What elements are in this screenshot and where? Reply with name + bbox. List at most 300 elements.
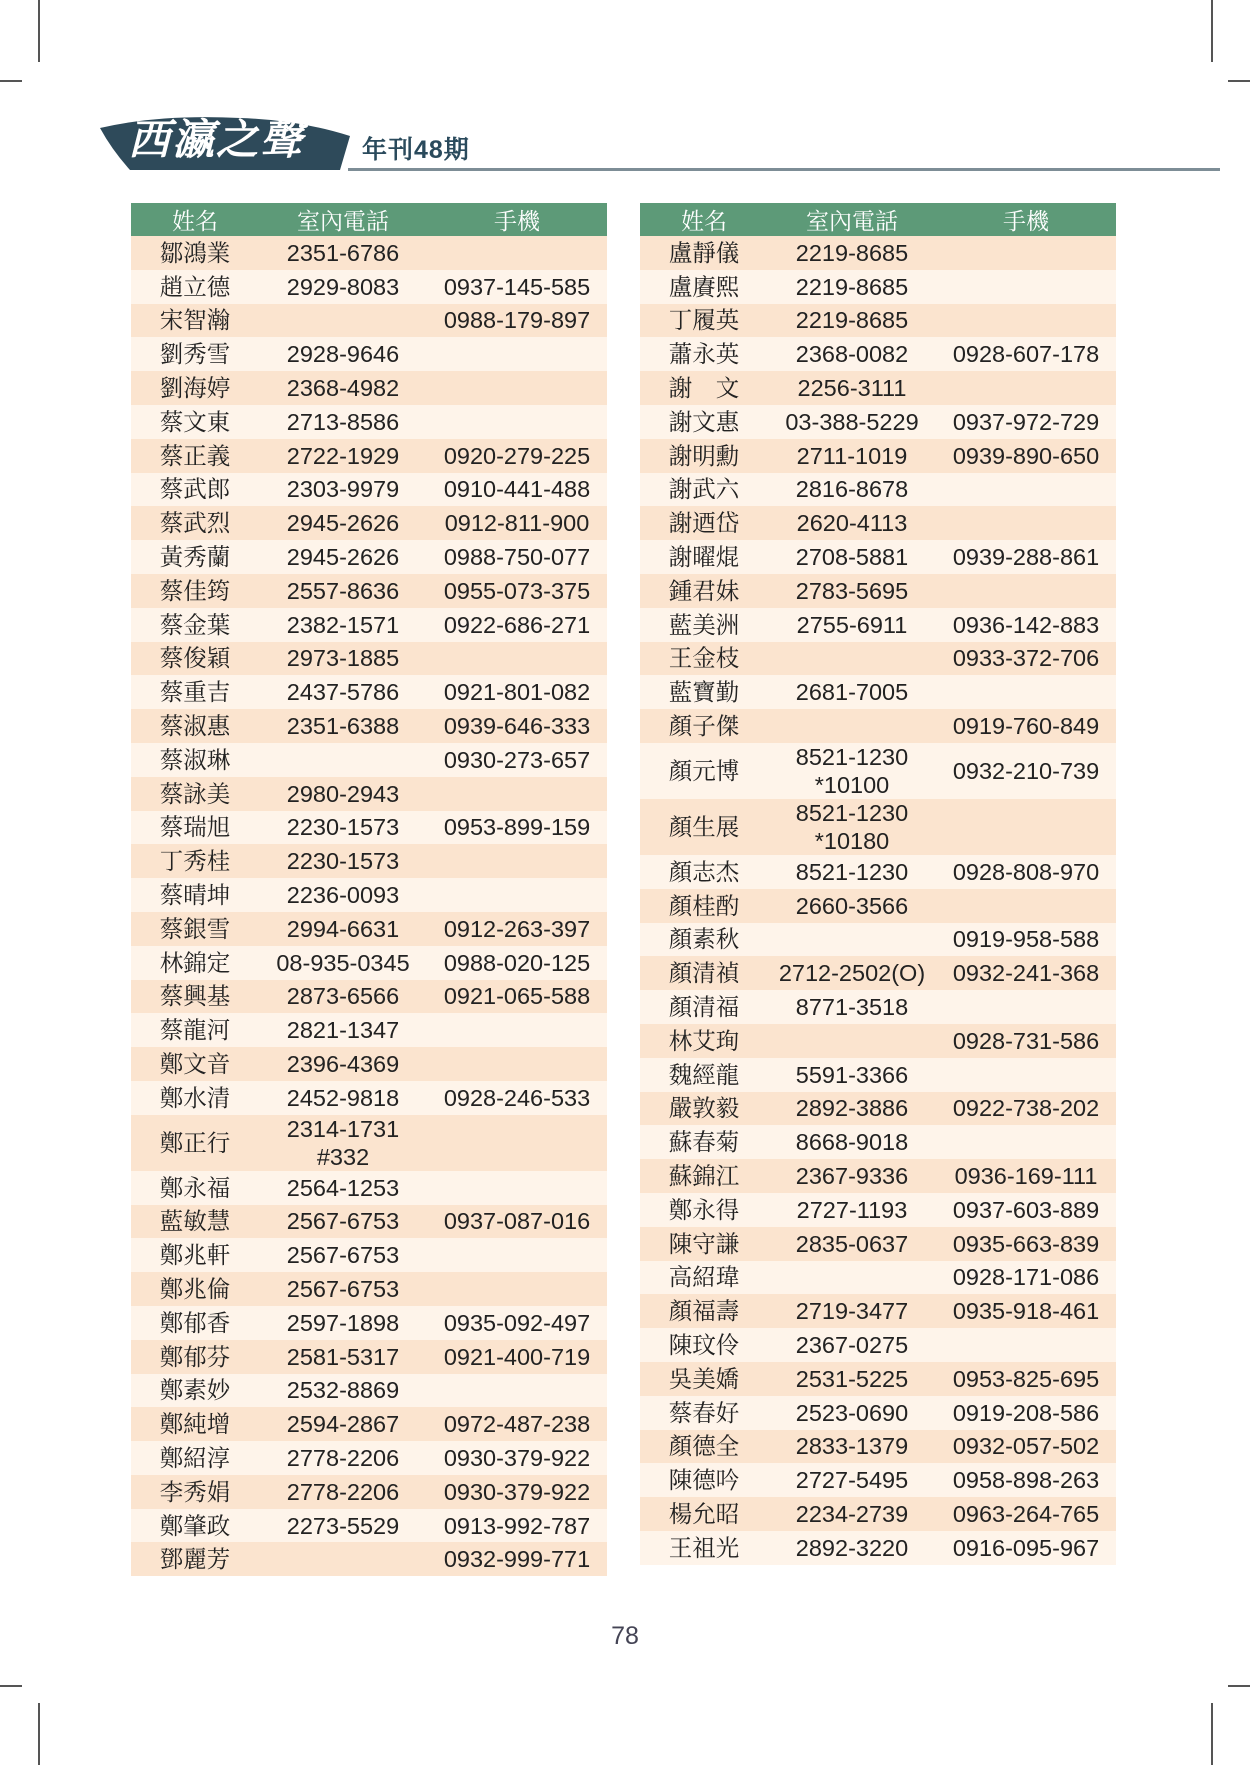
table-row	[131, 844, 607, 878]
contact-tel	[259, 1542, 427, 1576]
contact-tel: 2833-1379	[768, 1430, 936, 1464]
contact-name: 蕭永英	[640, 337, 768, 371]
table-row	[131, 1407, 607, 1441]
contact-tel: 2236-0093	[259, 878, 427, 912]
contact-name: 顏桂酌	[640, 889, 768, 923]
contact-mobile	[936, 1125, 1116, 1159]
contact-tel: 2594-2867	[259, 1407, 427, 1441]
contact-mobile: 0935-663-839	[936, 1227, 1116, 1261]
contact-mobile	[936, 574, 1116, 608]
contact-mobile	[427, 642, 607, 676]
contact-tel: 2778-2206	[259, 1475, 427, 1509]
table-row	[131, 675, 607, 709]
contact-mobile: 0910-441-488	[427, 473, 607, 507]
contact-mobile	[427, 371, 607, 405]
table-row	[131, 1272, 607, 1306]
contact-name: 蔡晴坤	[131, 878, 259, 912]
contact-mobile: 0935-918-461	[936, 1294, 1116, 1328]
contact-tel	[768, 799, 936, 855]
contact-mobile: 0937-603-889	[936, 1193, 1116, 1227]
contact-name: 蔡正義	[131, 439, 259, 473]
contact-mobile: 0935-092-497	[427, 1306, 607, 1340]
table-header-row	[131, 203, 607, 236]
contact-name: 藍美洲	[640, 608, 768, 642]
column-header-name: 姓名	[131, 203, 259, 236]
contact-tel: 2368-0082	[768, 337, 936, 371]
table-row	[131, 811, 607, 845]
table-row	[640, 642, 1116, 676]
table-row	[131, 946, 607, 980]
table-row	[640, 1362, 1116, 1396]
contact-name: 吳美嬌	[640, 1362, 768, 1396]
table-row	[131, 304, 607, 338]
contact-tel	[768, 1261, 936, 1295]
table-row	[131, 405, 607, 439]
contact-mobile: 0932-999-771	[427, 1542, 607, 1576]
table-row	[131, 608, 607, 642]
contact-mobile	[936, 506, 1116, 540]
table-row	[131, 1081, 607, 1115]
contact-tel: 2230-1573	[259, 844, 427, 878]
contact-name: 盧靜儀	[640, 236, 768, 270]
contact-mobile: 0928-171-086	[936, 1261, 1116, 1295]
contact-name: 高紹瑋	[640, 1261, 768, 1295]
contact-tel: 2219-8685	[768, 270, 936, 304]
table-row	[640, 1024, 1116, 1058]
table-row	[640, 574, 1116, 608]
contact-tel-extension: *10180	[814, 827, 890, 854]
contact-tel: 2437-5786	[259, 675, 427, 709]
contact-mobile: 0912-811-900	[427, 506, 607, 540]
contact-name: 顏子傑	[640, 709, 768, 743]
contact-name: 蔡淑惠	[131, 709, 259, 743]
contact-tel: 2783-5695	[768, 574, 936, 608]
contact-tel: 2351-6388	[259, 709, 427, 743]
contact-tel: 2567-6753	[259, 1205, 427, 1239]
table-row	[131, 540, 607, 574]
contact-mobile: 0921-801-082	[427, 675, 607, 709]
contact-tel: 2708-5881	[768, 540, 936, 574]
crop-mark	[1228, 1685, 1250, 1687]
contact-name: 鄭正行	[131, 1115, 259, 1171]
contact-name: 鍾君妹	[640, 574, 768, 608]
table-row	[640, 304, 1116, 338]
table-row	[640, 473, 1116, 507]
contact-mobile: 0928-607-178	[936, 337, 1116, 371]
contact-name: 陳守謙	[640, 1227, 768, 1261]
contact-mobile	[427, 1047, 607, 1081]
contact-name: 鄭素妙	[131, 1374, 259, 1408]
table-row	[640, 1125, 1116, 1159]
directory-table-left	[131, 203, 607, 1576]
table-row	[640, 889, 1116, 923]
contact-mobile: 0916-095-967	[936, 1531, 1116, 1565]
contact-name: 劉秀雪	[131, 337, 259, 371]
crop-mark	[1228, 80, 1250, 82]
contact-name: 謝曜焜	[640, 540, 768, 574]
contact-tel: 2523-0690	[768, 1396, 936, 1430]
table-row	[640, 1531, 1116, 1565]
contact-tel: 2564-1253	[259, 1171, 427, 1205]
table-row	[640, 956, 1116, 990]
contact-mobile: 0932-210-739	[936, 743, 1116, 799]
table-row	[640, 1159, 1116, 1193]
table-row	[640, 1261, 1116, 1295]
table-row	[640, 799, 1116, 855]
contact-name: 蔡武郎	[131, 473, 259, 507]
contact-mobile: 0958-898-263	[936, 1463, 1116, 1497]
column-header-mobile: 手機	[936, 203, 1116, 236]
contact-mobile: 0937-145-585	[427, 270, 607, 304]
contact-tel-extension: *10100	[814, 771, 890, 798]
contact-tel-extension: #332	[316, 1143, 370, 1170]
contact-name: 林錦定	[131, 946, 259, 980]
crop-mark	[1211, 0, 1213, 62]
contact-mobile: 0930-379-922	[427, 1475, 607, 1509]
table-row	[640, 1193, 1116, 1227]
contact-name: 鄭兆軒	[131, 1238, 259, 1272]
directory-table-right	[640, 203, 1116, 1565]
contact-tel: 2722-1929	[259, 439, 427, 473]
contact-tel-line: 8521-1230	[795, 743, 909, 770]
contact-mobile	[936, 990, 1116, 1024]
contact-mobile: 0955-073-375	[427, 574, 607, 608]
contact-name: 謝明勳	[640, 439, 768, 473]
contact-tel-line: 8521-1230	[795, 799, 909, 826]
contact-name: 蔡文東	[131, 405, 259, 439]
contact-mobile	[427, 1171, 607, 1205]
table-row	[640, 270, 1116, 304]
column-header-mobile: 手機	[427, 203, 607, 236]
table-row	[131, 1013, 607, 1047]
contact-tel: 2219-8685	[768, 304, 936, 338]
contact-mobile: 0937-972-729	[936, 405, 1116, 439]
contact-mobile	[936, 371, 1116, 405]
contact-mobile: 0937-087-016	[427, 1205, 607, 1239]
contact-mobile	[427, 1374, 607, 1408]
contact-name: 顏清禎	[640, 956, 768, 990]
contact-name: 劉海婷	[131, 371, 259, 405]
contact-name: 蔡武烈	[131, 506, 259, 540]
contact-tel: 2620-4113	[768, 506, 936, 540]
table-row	[131, 1205, 607, 1239]
contact-mobile: 0920-279-225	[427, 439, 607, 473]
contact-mobile: 0933-372-706	[936, 642, 1116, 676]
table-row	[640, 540, 1116, 574]
contact-name: 蔡佳筠	[131, 574, 259, 608]
contact-tel: 2727-5495	[768, 1463, 936, 1497]
page-number: 78	[611, 1622, 639, 1650]
contact-name: 丁秀桂	[131, 844, 259, 878]
contact-name: 鄭水清	[131, 1081, 259, 1115]
contact-mobile: 0936-142-883	[936, 608, 1116, 642]
page-header	[100, 110, 1120, 185]
contact-tel: 5591-3366	[768, 1058, 936, 1092]
table-row	[131, 1509, 607, 1543]
contact-name: 陳玟伶	[640, 1328, 768, 1362]
contact-name: 顏素秋	[640, 923, 768, 957]
contact-tel: 2892-3220	[768, 1531, 936, 1565]
contact-name: 鄭肇政	[131, 1509, 259, 1543]
contact-tel: 2755-6911	[768, 608, 936, 642]
table-row	[640, 337, 1116, 371]
contact-tel: 03-388-5229	[768, 405, 936, 439]
crop-mark	[0, 80, 22, 82]
contact-name: 鄭郁香	[131, 1306, 259, 1340]
contact-name: 楊允昭	[640, 1497, 768, 1531]
contact-tel	[768, 923, 936, 957]
table-row	[131, 270, 607, 304]
contact-name: 謝文惠	[640, 405, 768, 439]
contact-tel: 2945-2626	[259, 540, 427, 574]
column-header-name: 姓名	[640, 203, 768, 236]
contact-mobile	[936, 889, 1116, 923]
table-row	[640, 1294, 1116, 1328]
contact-name: 藍寶勤	[640, 675, 768, 709]
contact-name: 蔡銀雪	[131, 912, 259, 946]
contact-name: 黃秀蘭	[131, 540, 259, 574]
contact-tel: 2256-3111	[768, 371, 936, 405]
contact-mobile	[427, 1238, 607, 1272]
contact-tel: 2557-8636	[259, 574, 427, 608]
crop-mark	[0, 1685, 22, 1687]
contact-mobile	[427, 878, 607, 912]
contact-tel: 2821-1347	[259, 1013, 427, 1047]
contact-mobile: 0928-246-533	[427, 1081, 607, 1115]
contact-mobile	[427, 1272, 607, 1306]
contact-name: 陳德吟	[640, 1463, 768, 1497]
contact-mobile: 0913-992-787	[427, 1509, 607, 1543]
contact-name: 丁履英	[640, 304, 768, 338]
contact-mobile: 0939-890-650	[936, 439, 1116, 473]
contact-name: 謝武六	[640, 473, 768, 507]
contact-mobile	[936, 270, 1116, 304]
contact-name: 顏生展	[640, 799, 768, 855]
contact-tel: 2681-7005	[768, 675, 936, 709]
contact-name: 鄭永得	[640, 1193, 768, 1227]
contact-name: 顏清福	[640, 990, 768, 1024]
contact-tel	[768, 709, 936, 743]
contact-name: 鄧麗芳	[131, 1542, 259, 1576]
contact-mobile: 0928-808-970	[936, 855, 1116, 889]
contact-tel: 8771-3518	[768, 990, 936, 1024]
contact-mobile: 0932-057-502	[936, 1430, 1116, 1464]
contact-tel: 2452-9818	[259, 1081, 427, 1115]
contact-name: 蔡瑞旭	[131, 811, 259, 845]
contact-tel: 2273-5529	[259, 1509, 427, 1543]
table-row	[640, 1463, 1116, 1497]
contact-tel: 2351-6786	[259, 236, 427, 270]
contact-mobile	[936, 236, 1116, 270]
contact-name: 蘇錦江	[640, 1159, 768, 1193]
contact-name: 蔡淑琳	[131, 743, 259, 777]
contact-name: 顏德全	[640, 1430, 768, 1464]
table-row	[131, 439, 607, 473]
contact-name: 謝迺岱	[640, 506, 768, 540]
contact-mobile	[936, 473, 1116, 507]
contact-mobile: 0936-169-111	[936, 1159, 1116, 1193]
contact-tel: 2994-6631	[259, 912, 427, 946]
contact-mobile: 0921-400-719	[427, 1340, 607, 1374]
table-row	[131, 709, 607, 743]
contact-tel: 2928-9646	[259, 337, 427, 371]
contact-mobile: 0953-825-695	[936, 1362, 1116, 1396]
contact-tel: 2367-9336	[768, 1159, 936, 1193]
contact-name: 鄭兆倫	[131, 1272, 259, 1306]
table-row	[640, 1396, 1116, 1430]
contact-tel: 2727-1193	[768, 1193, 936, 1227]
contact-tel: 2567-6753	[259, 1272, 427, 1306]
table-row	[640, 855, 1116, 889]
column-header-tel: 室內電話	[259, 203, 427, 236]
contact-tel: 8521-1230	[768, 855, 936, 889]
contact-tel: 8668-9018	[768, 1125, 936, 1159]
contact-mobile: 0919-958-588	[936, 923, 1116, 957]
contact-mobile	[427, 844, 607, 878]
contact-tel: 2597-1898	[259, 1306, 427, 1340]
contact-tel: 2382-1571	[259, 608, 427, 642]
table-row	[131, 236, 607, 270]
table-row	[640, 405, 1116, 439]
table-row	[131, 1374, 607, 1408]
contact-name: 顏元博	[640, 743, 768, 799]
contact-mobile: 0921-065-588	[427, 980, 607, 1014]
table-row	[640, 743, 1116, 799]
table-row	[640, 506, 1116, 540]
table-row	[131, 642, 607, 676]
contact-name: 鄒鴻業	[131, 236, 259, 270]
table-row	[131, 337, 607, 371]
contact-tel: 2712-2502(O)	[768, 956, 936, 990]
contact-tel: 2660-3566	[768, 889, 936, 923]
crop-mark	[1211, 1703, 1213, 1765]
table-row	[131, 878, 607, 912]
table-row	[131, 1047, 607, 1081]
contact-name: 宋智瀚	[131, 304, 259, 338]
contact-tel: 2230-1573	[259, 811, 427, 845]
contact-mobile: 0988-179-897	[427, 304, 607, 338]
contact-mobile	[936, 1058, 1116, 1092]
contact-name: 鄭郁芬	[131, 1340, 259, 1374]
table-row	[640, 1227, 1116, 1261]
contact-tel: 2929-8083	[259, 270, 427, 304]
table-row	[640, 439, 1116, 473]
table-row	[131, 1238, 607, 1272]
contact-name: 謝 文	[640, 371, 768, 405]
contact-mobile	[427, 1013, 607, 1047]
contact-tel: 2303-9979	[259, 473, 427, 507]
table-row	[640, 1430, 1116, 1464]
contact-name: 蔡龍河	[131, 1013, 259, 1047]
table-row	[640, 1497, 1116, 1531]
contact-name: 蔡詠美	[131, 777, 259, 811]
contact-name: 鄭文音	[131, 1047, 259, 1081]
table-row	[640, 608, 1116, 642]
contact-tel: 2873-6566	[259, 980, 427, 1014]
contact-name: 蔡春好	[640, 1396, 768, 1430]
table-row	[131, 743, 607, 777]
contact-tel: 2719-3477	[768, 1294, 936, 1328]
contact-name: 鄭紹淳	[131, 1441, 259, 1475]
contact-mobile	[936, 1328, 1116, 1362]
contact-tel: 2234-2739	[768, 1497, 936, 1531]
contact-tel	[259, 304, 427, 338]
contact-mobile	[427, 405, 607, 439]
contact-mobile: 0988-750-077	[427, 540, 607, 574]
crop-mark	[38, 1703, 40, 1765]
contact-mobile	[936, 675, 1116, 709]
contact-name: 藍敏慧	[131, 1205, 259, 1239]
contact-name: 蔡金葉	[131, 608, 259, 642]
contact-name: 顏福壽	[640, 1294, 768, 1328]
contact-name: 魏經龍	[640, 1058, 768, 1092]
table-row	[640, 709, 1116, 743]
table-row	[131, 1441, 607, 1475]
table-header-row	[640, 203, 1116, 236]
table-row	[131, 1306, 607, 1340]
table-row	[640, 1092, 1116, 1126]
contact-name: 鄭永福	[131, 1171, 259, 1205]
contact-name: 趙立德	[131, 270, 259, 304]
contact-mobile	[936, 799, 1116, 855]
table-row	[640, 1058, 1116, 1092]
contact-tel	[259, 743, 427, 777]
table-row	[640, 371, 1116, 405]
contact-name: 林艾珣	[640, 1024, 768, 1058]
brand-title: 西瀛之聲	[128, 115, 305, 164]
table-row	[640, 1328, 1116, 1362]
contact-mobile: 0922-686-271	[427, 608, 607, 642]
contact-mobile	[427, 337, 607, 371]
contact-tel: 2835-0637	[768, 1227, 936, 1261]
contact-mobile: 0939-288-861	[936, 540, 1116, 574]
table-row	[131, 777, 607, 811]
contact-name: 嚴敦毅	[640, 1092, 768, 1126]
header-rule	[348, 168, 1220, 171]
contact-tel: 2778-2206	[259, 1441, 427, 1475]
table-row	[131, 912, 607, 946]
contact-tel: 2532-8869	[259, 1374, 427, 1408]
contact-tel-line: 2314-1731	[286, 1115, 400, 1142]
table-row	[131, 1542, 607, 1576]
contact-mobile: 0953-899-159	[427, 811, 607, 845]
contact-name: 蘇春菊	[640, 1125, 768, 1159]
table-row	[131, 371, 607, 405]
table-row	[640, 990, 1116, 1024]
contact-name: 盧賡熙	[640, 270, 768, 304]
contact-tel	[768, 743, 936, 799]
contact-mobile: 0972-487-238	[427, 1407, 607, 1441]
contact-mobile: 0963-264-765	[936, 1497, 1116, 1531]
contact-name: 顏志杰	[640, 855, 768, 889]
contact-mobile: 0928-731-586	[936, 1024, 1116, 1058]
contact-name: 蔡重吉	[131, 675, 259, 709]
contact-mobile	[427, 1115, 607, 1171]
contact-tel: 2713-8586	[259, 405, 427, 439]
contact-name: 蔡興基	[131, 980, 259, 1014]
contact-name: 李秀娟	[131, 1475, 259, 1509]
contact-tel: 08-935-0345	[259, 946, 427, 980]
contact-tel: 2945-2626	[259, 506, 427, 540]
column-header-tel: 室內電話	[768, 203, 936, 236]
contact-name: 蔡俊穎	[131, 642, 259, 676]
contact-mobile: 0919-760-849	[936, 709, 1116, 743]
contact-name: 王金枝	[640, 642, 768, 676]
contact-mobile: 0988-020-125	[427, 946, 607, 980]
contact-name: 鄭純增	[131, 1407, 259, 1441]
contact-tel: 2892-3886	[768, 1092, 936, 1126]
issue-label: 年刊48期	[362, 136, 470, 164]
